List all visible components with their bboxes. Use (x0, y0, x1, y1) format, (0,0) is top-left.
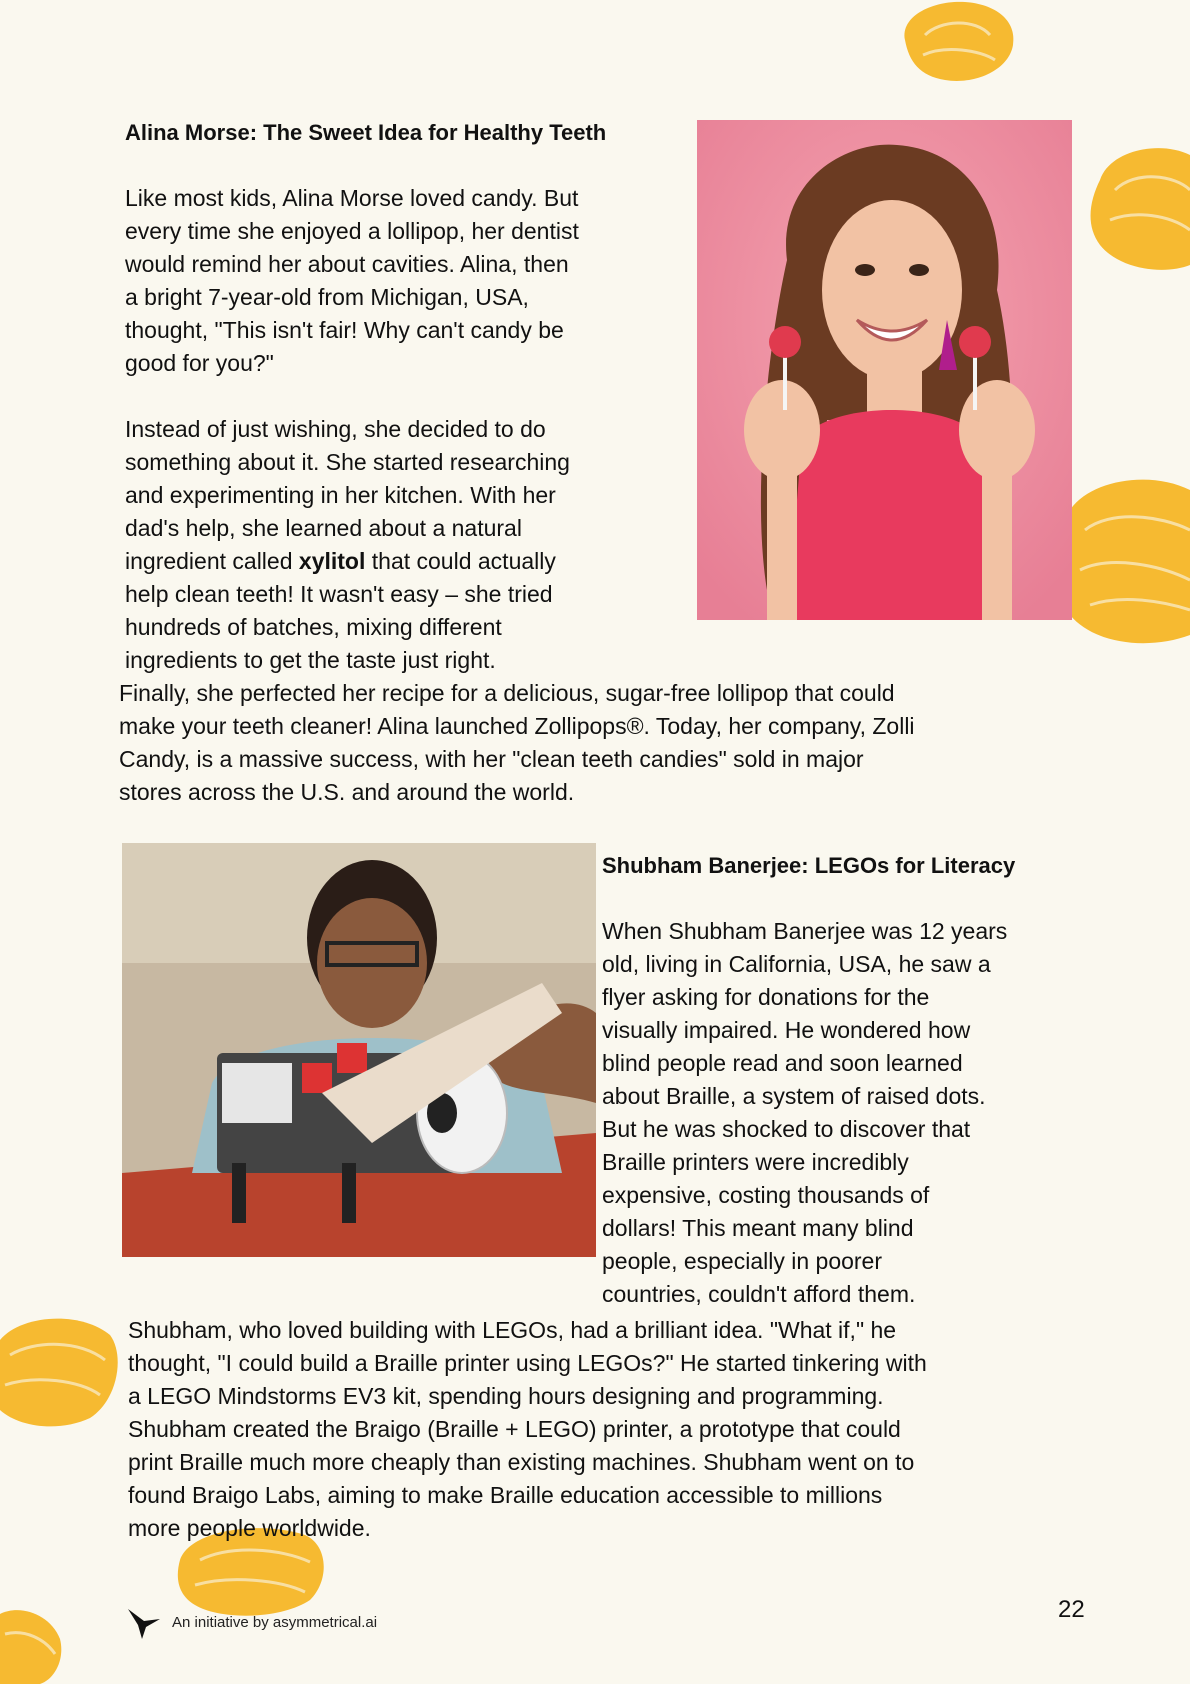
section1-text (125, 116, 685, 677)
section1-para1-line: good for you?" (125, 350, 274, 376)
section1-para2-bold-post: that could actually (365, 548, 556, 574)
section1-para2-line: help clean teeth! It wasn't easy – she tried (125, 581, 553, 607)
yellow-splotch-right-upper-icon (1080, 140, 1190, 275)
section1-wide-line: Finally, she perfected her recipe for a delicious, sugar-free lollipop that could (119, 680, 895, 706)
section2-wide-line: Shubham, who loved building with LEGOs, had a brilliant idea. "What if," he (128, 1317, 897, 1343)
section1-wide-text (119, 677, 1079, 809)
section1-heading: Alina Morse: The Sweet Idea for Healthy Teeth (125, 120, 607, 145)
section2-para1-line: countries, couldn't afford them. (602, 1281, 916, 1307)
section2-wide-line: thought, "I could build a Braille printer using LEGOs?" He started tinkering with (128, 1350, 927, 1376)
section2-wide-line: found Braigo Labs, aiming to make Braille education accessible to millions (128, 1482, 883, 1508)
section2-wide-line: print Braille much more cheaply than existing machines. Shubham went on to (128, 1449, 915, 1475)
yellow-splotch-left-icon (0, 1310, 120, 1430)
bird-logo-icon (126, 1605, 162, 1641)
section2-para1-line: But he was shocked to discover that (602, 1116, 971, 1142)
section1-para2-line: something about it. She started researching (125, 449, 570, 475)
section1-para2-line: and experimenting in her kitchen. With her (125, 482, 556, 508)
section2-wide-text (128, 1314, 1088, 1545)
section2-wide-line: Shubham created the Braigo (Braille + LEGO) printer, a prototype that could (128, 1416, 901, 1442)
section1-para1-line: Like most kids, Alina Morse loved candy. But (125, 185, 579, 211)
section2-para1-line: people, especially in poorer (602, 1248, 883, 1274)
section2-wide-line: a LEGO Mindstorms EV3 kit, spending hours designing and programming. (128, 1383, 884, 1409)
section1-para2-line: ingredients to get the taste just right. (125, 647, 496, 673)
section2-para1-line: When Shubham Banerjee was 12 years (602, 918, 1008, 944)
section2-para1-line: visually impaired. He wondered how (602, 1017, 971, 1043)
shubham-banerjee-photo (122, 843, 596, 1257)
section2-para1-line: expensive, costing thousands of (602, 1182, 930, 1208)
section1-para1-line: every time she enjoyed a lollipop, her dentist (125, 218, 579, 244)
section2-para1-line: flyer asking for donations for the (602, 984, 930, 1010)
section2-para1-line: about Braille, a system of raised dots. (602, 1083, 986, 1109)
section2-wide-line: more people worldwide. (128, 1515, 371, 1541)
section1-para1-line: a bright 7-year-old from Michigan, USA, (125, 284, 529, 310)
page-number: 22 (1058, 1596, 1085, 1623)
section1-para2-bold-line (125, 545, 685, 578)
section1-wide-line: stores across the U.S. and around the world. (119, 779, 575, 805)
section1-para2-line: dad's help, she learned about a natural (125, 515, 522, 541)
section1-para2-line: Instead of just wishing, she decided to do (125, 416, 546, 442)
section1-para2-line: hundreds of batches, mixing different (125, 614, 502, 640)
section1-wide-line: Candy, is a massive success, with her "clean teeth candies" sold in major (119, 746, 864, 772)
footer-initiative-text: An initiative by asymmetrical.ai (172, 1614, 378, 1631)
xylitol-bold: xylitol (298, 548, 366, 574)
section1-para2-bold-pre: ingredient called (125, 548, 299, 574)
section2-heading: Shubham Banerjee: LEGOs for Literacy (602, 853, 1016, 878)
section1-para1-line: thought, "This isn't fair! Why can't candy be (125, 317, 564, 343)
section2-para1-line: Braille printers were incredibly (602, 1149, 909, 1175)
section1-para1-line: would remind her about cavities. Alina, then (125, 251, 569, 277)
section2-para1-line: blind people read and soon learned (602, 1050, 963, 1076)
yellow-splotch-bottom-left-icon (0, 1604, 65, 1684)
section2-text (602, 849, 1072, 1311)
section1-wide-line: make your teeth cleaner! Alina launched Zollipops®. Today, her company, Zolli (119, 713, 915, 739)
yellow-splotch-top-icon (895, 0, 1020, 85)
section2-para1-line: dollars! This meant many blind (602, 1215, 914, 1241)
alina-morse-photo (697, 120, 1072, 620)
section2-para1-line: old, living in California, USA, he saw a (602, 951, 991, 977)
